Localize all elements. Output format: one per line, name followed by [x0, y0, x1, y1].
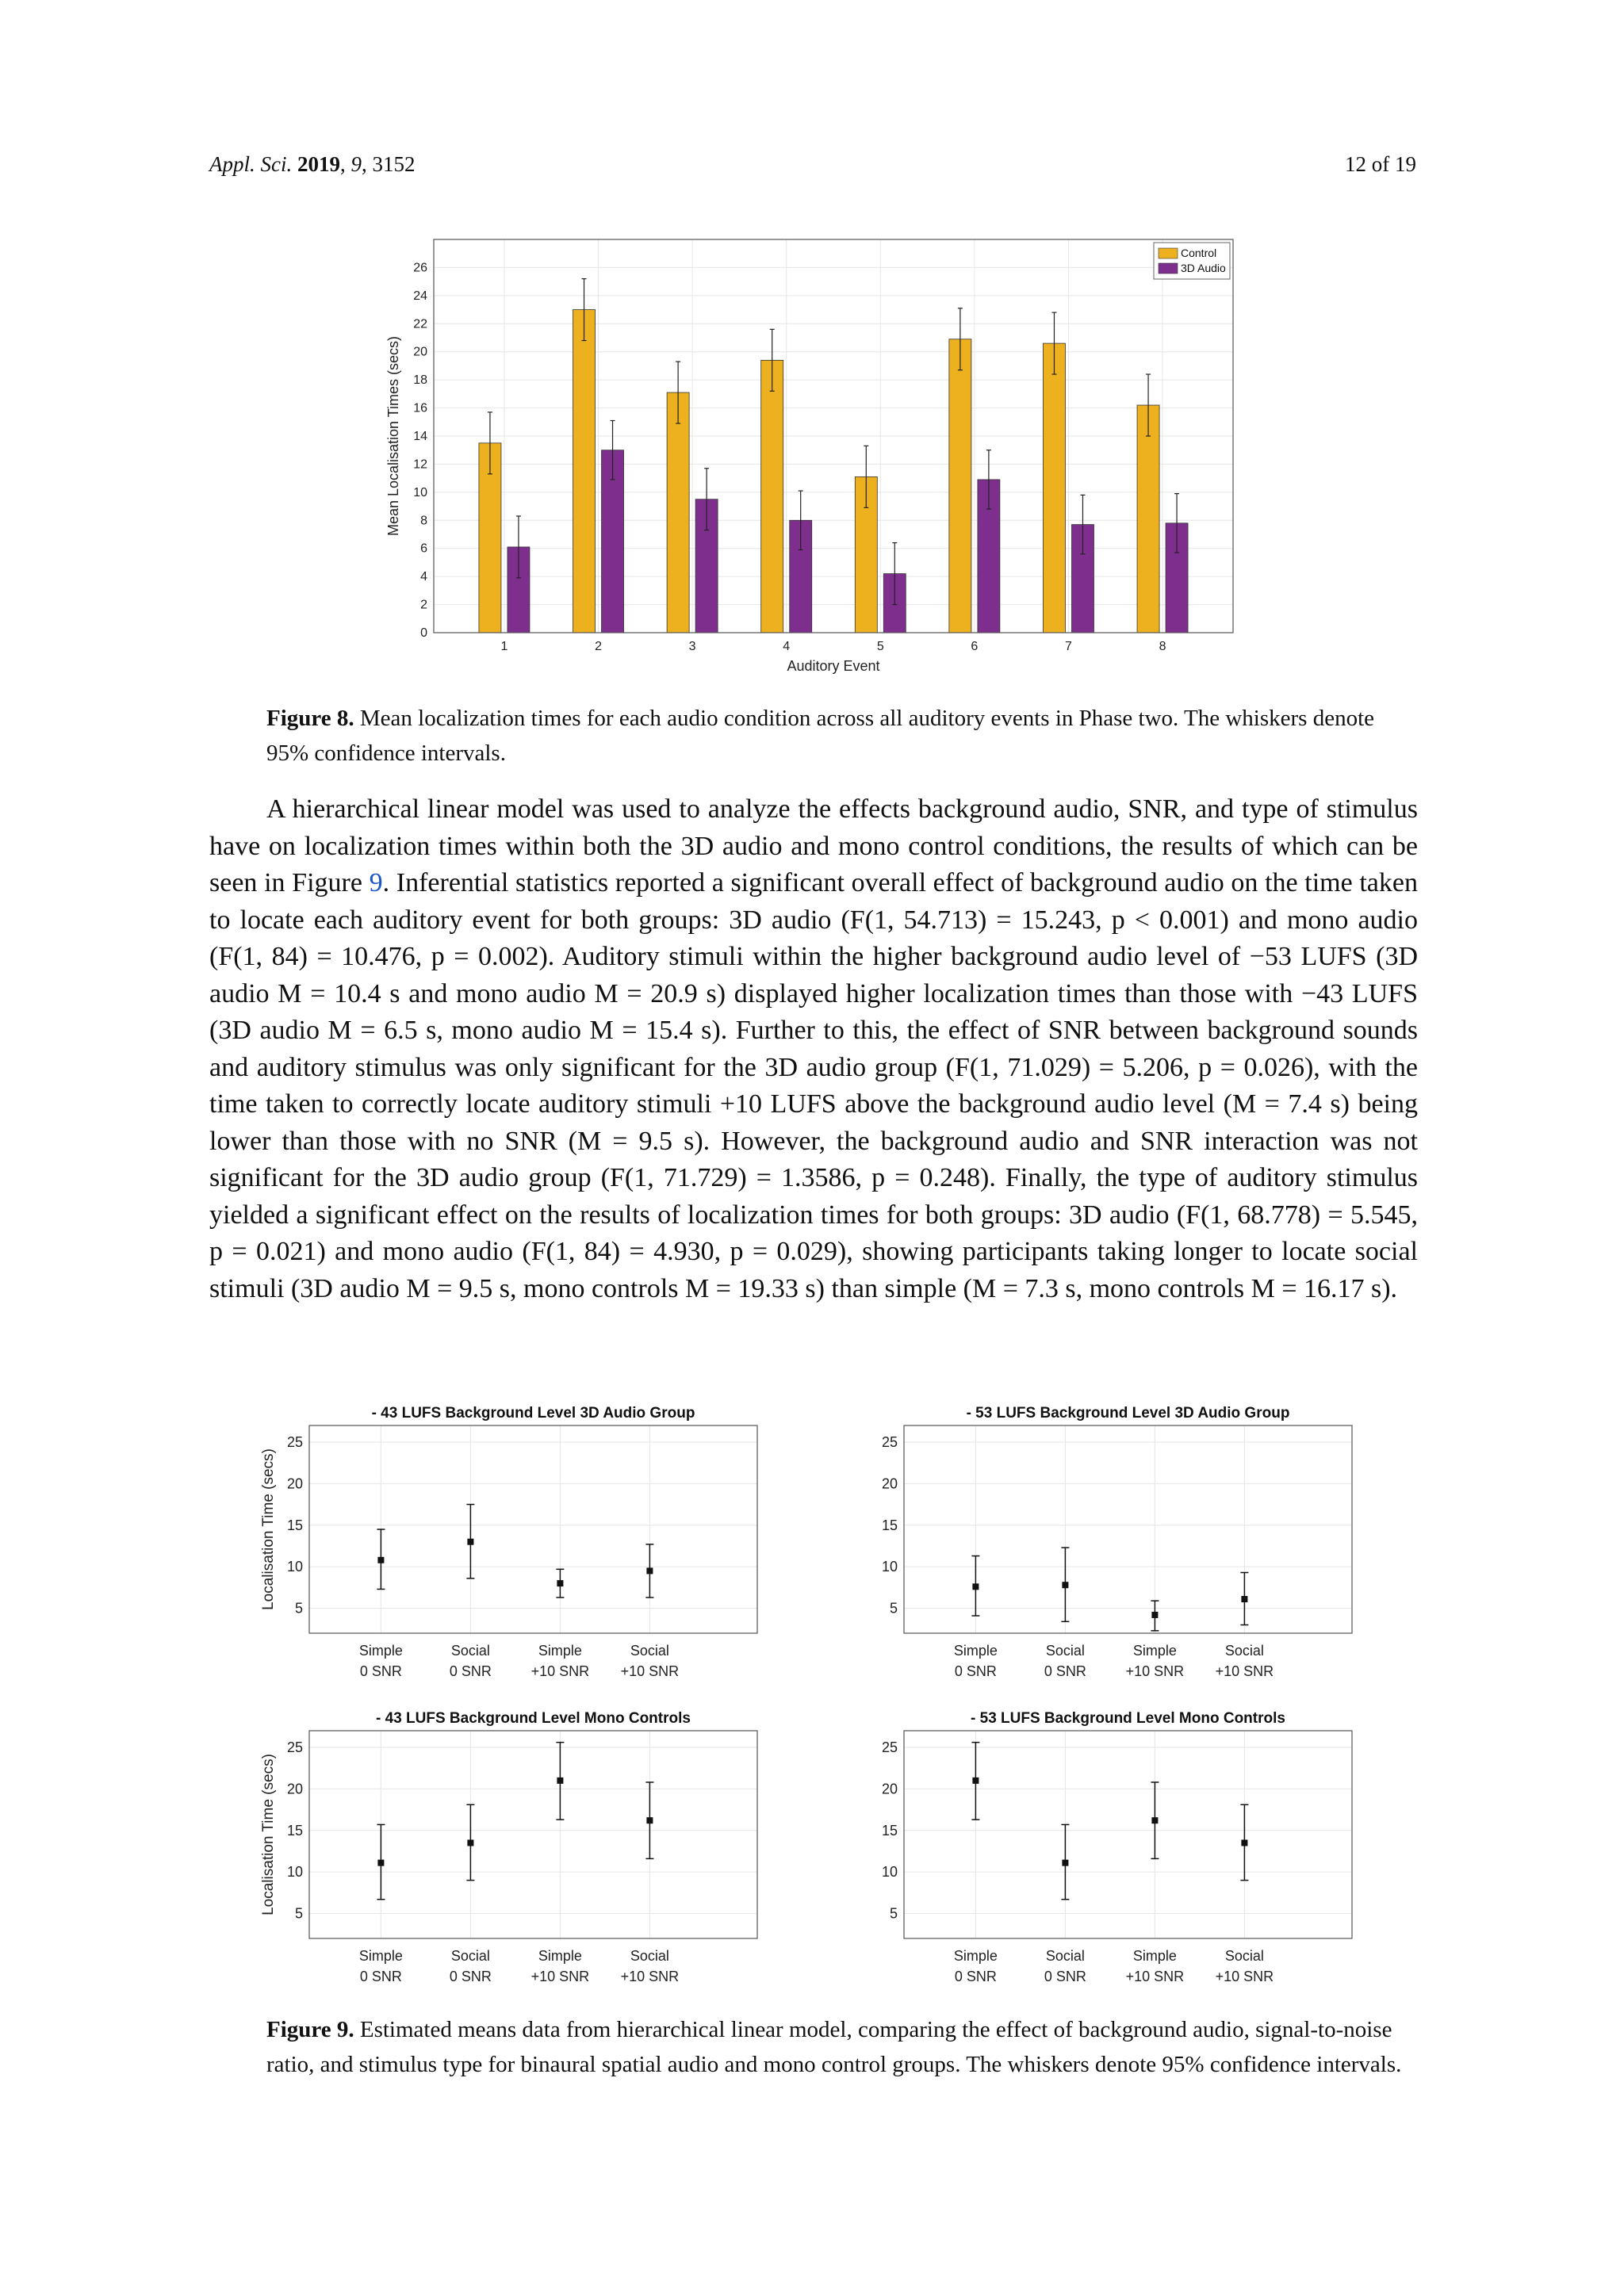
y-tick-label: 8 — [420, 514, 427, 528]
y-tick-label: 15 — [286, 1822, 303, 1839]
x-tick-label-line-1: Social — [630, 1643, 669, 1659]
x-tick-label-line-2: 0 SNR — [954, 1969, 997, 1984]
panel-title: - 53 LUFS Background Level 3D Audio Group — [966, 1405, 1290, 1422]
y-tick-label: 5 — [294, 1905, 303, 1922]
legend-swatch — [1159, 248, 1178, 258]
x-tick-label-line-1: Simple — [953, 1948, 998, 1964]
figure-9-link[interactable]: 9 — [369, 868, 383, 897]
mean-point — [467, 1539, 473, 1545]
x-tick-label-line-2: 0 SNR — [449, 1969, 492, 1984]
x-tick-label: 5 — [876, 640, 884, 653]
y-tick-label: 10 — [286, 1864, 303, 1881]
x-tick-label-line-2: 0 SNR — [359, 1969, 402, 1984]
x-tick-label-line-2: +10 SNR — [1215, 1969, 1274, 1984]
y-tick-label: 20 — [286, 1781, 303, 1797]
y-tick-label: 18 — [413, 373, 427, 388]
x-tick-label-line-1: Simple — [538, 1948, 582, 1964]
x-tick-label-line-1: Simple — [953, 1643, 998, 1659]
x-tick-label: 2 — [595, 640, 602, 653]
journal-name: Appl. Sci. — [209, 152, 293, 176]
mean-point — [377, 1557, 384, 1563]
y-tick-label: 25 — [881, 1739, 898, 1755]
mean-point — [377, 1860, 384, 1866]
y-tick-label: 0 — [420, 626, 427, 640]
x-tick-label: 7 — [1065, 640, 1072, 653]
y-tick-label: 2 — [420, 598, 427, 612]
bar-control — [573, 310, 596, 633]
mean-point — [1241, 1596, 1247, 1602]
x-tick-label-line-2: 0 SNR — [1044, 1663, 1086, 1679]
y-tick-label: 6 — [420, 541, 427, 556]
x-tick-label: 4 — [783, 640, 791, 653]
x-tick-label-line-1: Simple — [358, 1948, 403, 1964]
figure-9-panel-43-lufs-3d-audio — [262, 1403, 785, 1697]
legend — [1154, 243, 1230, 279]
x-tick-label: 6 — [971, 640, 979, 653]
y-tick-label: 25 — [286, 1433, 303, 1450]
y-tick-label: 24 — [413, 289, 427, 303]
x-tick-label-line-1: Social — [1045, 1948, 1085, 1964]
page-number: 12 of 19 — [1345, 152, 1416, 176]
x-tick-label-line-2: +10 SNR — [1125, 1663, 1185, 1679]
figure-9-panel-43-lufs-mono — [262, 1709, 785, 2002]
body-paragraph — [209, 791, 1418, 1307]
y-tick-label: 5 — [294, 1600, 303, 1617]
bar-control — [667, 392, 689, 633]
y-tick-label: 20 — [413, 345, 427, 359]
mean-point — [1151, 1612, 1158, 1618]
x-tick-label-line-1: Social — [1224, 1948, 1264, 1964]
y-axis-label: Localisation Time (secs) — [260, 1448, 277, 1610]
figure-9-panel-53-lufs-3d-audio — [856, 1403, 1380, 1697]
x-tick-label: 8 — [1159, 640, 1166, 653]
x-tick-label-line-1: Simple — [538, 1643, 582, 1659]
panel-title: - 43 LUFS Background Level 3D Audio Group — [371, 1405, 695, 1422]
y-tick-label: 5 — [889, 1905, 898, 1922]
mean-point — [467, 1839, 473, 1846]
y-tick-label: 25 — [286, 1739, 303, 1755]
x-tick-label-line-1: Simple — [358, 1643, 403, 1659]
x-tick-label-line-2: +10 SNR — [1215, 1663, 1274, 1679]
paragraph-part-2: . Inferential statistics reported a significant overall effect of background audio on the time taken to locate each auditory event for both groups: 3D audio (F(1, 54.713) = 15.243, p < 0.001) and mono audio (F(1, 84) = 10.476, p = 0.002). Auditory stimuli within the higher background audio level of −53 LUFS (3D audio M = 10.4 s and mono audio M = 20.9 s) displayed higher localization times than those with −43 LUFS (3D audio M = 6.5 s, mono audio M = 15.4 s). Further to this, the effect of SNR between background sounds and auditory stimulus was only significant for the 3D audio group (F(1, 71.029) = 5.206, p = 0.026), with the time taken to correctly locate auditory stimuli +10 LUFS above the background audio level (M = 7.4 s) being lower than those with no SNR (M = 9.5 s). However, the background audio and SNR interaction was not significant for the 3D audio group (F(1, 71.729) = 1.3586, p = 0.248). Finally, the type of auditory stimulus yielded a significant effect on the results of localization times for both groups: 3D audio (F(1, 68.778) = 5.545, p = 0.021) and mono audio (F(1, 84) = 4.930, p = 0.029), showing participants taking longer to locate social stimuli (3D audio M = 9.5 s, mono controls M = 19.33 s) than simple (M = 7.3 s, mono controls M = 16.17 s). — [209, 868, 1418, 1303]
x-tick-label-line-2: 0 SNR — [954, 1663, 997, 1679]
x-tick-label-line-1: Simple — [1132, 1643, 1177, 1659]
x-tick-label-line-1: Social — [630, 1948, 669, 1964]
mean-point — [646, 1817, 653, 1823]
y-tick-label: 20 — [286, 1475, 303, 1492]
mean-point — [972, 1583, 979, 1590]
x-tick-label-line-2: 0 SNR — [1044, 1969, 1086, 1984]
figure-9-panel-53-lufs-mono — [856, 1709, 1380, 2002]
x-tick-label: 3 — [688, 640, 696, 653]
mean-point — [1241, 1839, 1247, 1846]
figure-9-label: Figure 9. — [266, 2017, 354, 2042]
bar-control — [761, 360, 783, 633]
mean-point — [557, 1777, 563, 1784]
x-axis-label: Auditory Event — [787, 658, 880, 674]
journal-volume: 9 — [350, 152, 362, 176]
article-number: 3152 — [372, 152, 416, 176]
mean-point — [557, 1580, 563, 1586]
y-tick-label: 10 — [881, 1559, 898, 1575]
plot-area — [904, 1425, 1352, 1633]
x-tick-label-line-1: Social — [1045, 1643, 1085, 1659]
panel-title: - 53 LUFS Background Level Mono Controls — [971, 1710, 1285, 1727]
x-tick-label-line-2: 0 SNR — [449, 1663, 492, 1679]
mean-point — [646, 1567, 653, 1574]
x-tick-label: 1 — [500, 640, 508, 653]
y-tick-label: 12 — [413, 457, 427, 472]
bar-control — [1137, 405, 1159, 633]
x-tick-label-line-2: +10 SNR — [530, 1969, 590, 1984]
y-axis-label: Mean Localisation Times (secs) — [385, 335, 401, 537]
figure-9-caption-text: Estimated means data from hierarchical linear model, comparing the effect of background audio, signal-to-noise ratio, and stimulus type for binaural spatial audio and mono control groups. The whiskers denote 95% confidence intervals. — [266, 2017, 1402, 2077]
x-tick-label-line-2: +10 SNR — [620, 1969, 680, 1984]
mean-point — [1151, 1817, 1158, 1823]
y-tick-label: 20 — [881, 1781, 898, 1797]
x-tick-label-line-1: Simple — [1132, 1948, 1177, 1964]
figure-8-label: Figure 8. — [266, 706, 354, 731]
legend-swatch — [1159, 263, 1178, 274]
y-tick-label: 25 — [881, 1433, 898, 1450]
paragraph-text — [209, 791, 1418, 1307]
bar-control — [949, 339, 971, 633]
mean-point — [1062, 1860, 1068, 1866]
figure-8-caption-text: Mean localization times for each audio condition across all auditory events in Phase two. The whiskers denote 95% confidence intervals. — [266, 706, 1375, 766]
x-tick-label-line-1: Social — [450, 1643, 490, 1659]
paragraph-part-1: A hierarchical linear model was used to analyze the effects background audio, SNR, and type of stimulus have on localization times within both the 3D audio and mono control conditions, the results of which can be seen in Figure — [209, 794, 1418, 897]
figure-8-caption — [266, 701, 1418, 771]
figure-8-bar-chart — [381, 230, 1253, 690]
y-tick-label: 4 — [420, 570, 427, 584]
mean-point — [1062, 1582, 1068, 1588]
figure-9-caption — [266, 2012, 1418, 2082]
journal-year: 2019 — [297, 152, 340, 176]
y-tick-label: 10 — [413, 485, 427, 499]
y-tick-label: 15 — [881, 1822, 898, 1839]
plot-area — [309, 1731, 757, 1938]
x-tick-label-line-2: +10 SNR — [1125, 1969, 1185, 1984]
y-tick-label: 10 — [881, 1864, 898, 1881]
y-tick-label: 20 — [881, 1475, 898, 1492]
x-tick-label-line-2: 0 SNR — [359, 1663, 402, 1679]
y-tick-label: 22 — [413, 317, 427, 331]
legend-label: 3D Audio — [1181, 262, 1226, 274]
y-axis-label: Localisation Time (secs) — [260, 1754, 277, 1915]
x-tick-label-line-1: Social — [1224, 1643, 1264, 1659]
y-tick-label: 10 — [286, 1559, 303, 1575]
x-tick-label-line-2: +10 SNR — [620, 1663, 680, 1679]
y-tick-label: 14 — [413, 430, 427, 443]
panel-title: - 43 LUFS Background Level Mono Controls — [376, 1710, 691, 1727]
y-tick-label: 16 — [413, 401, 427, 415]
y-tick-label: 15 — [881, 1517, 898, 1533]
legend-label: Control — [1181, 247, 1217, 259]
y-tick-label: 15 — [286, 1517, 303, 1533]
x-tick-label-line-1: Social — [450, 1948, 490, 1964]
plot-area — [309, 1425, 757, 1633]
mean-point — [972, 1777, 979, 1784]
y-tick-label: 5 — [889, 1600, 898, 1617]
running-header-citation: Appl. Sci. 2019, 9, 3152 — [209, 152, 416, 176]
bar-control — [1043, 343, 1065, 633]
y-tick-label: 26 — [413, 261, 427, 275]
plot-area — [904, 1731, 1352, 1938]
x-tick-label-line-2: +10 SNR — [530, 1663, 590, 1679]
